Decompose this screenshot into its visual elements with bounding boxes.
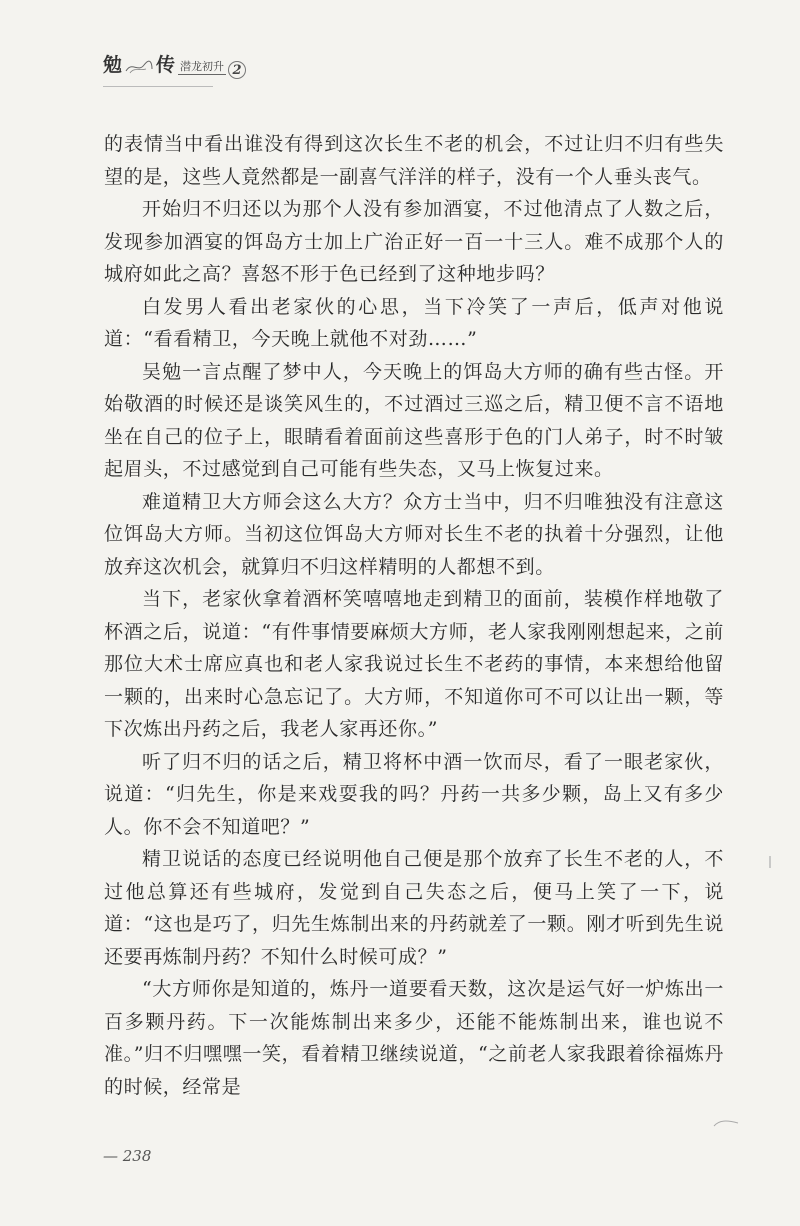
header-divider [103,86,213,87]
running-header [103,50,246,77]
paragraph: “大方师你是知道的，炼丹一道要看天数，这次是运气好一炉炼出一百多颗丹药。下一次能炼制出来多少，还能不能炼制出来，谁也说不准。”归不归嘿嘿一笑，看着精卫继续说道，“之前老人家我跟着徐福炼丹的时候，经常是 [104,978,724,1098]
paragraph: 听了归不归的话之后，精卫将杯中酒一饮而尽，看了一眼老家伙，说道：“归先生，你是来戏耍我的吗？丹药一共多少颗，岛上又有多少人。你不会不知道吧？” [104,750,724,838]
header-subtitle: 潜龙初升 [180,60,225,73]
paragraph: 白发男人看出老家伙的心思，当下冷笑了一声后，低声对他说道：“看看精卫，今天晚上就他不对劲……” [104,295,724,350]
paragraph: 吴勉一言点醒了梦中人，今天晚上的饵岛大方师的确有些古怪。开始敬酒的时候还是谈笑风生的，不过酒过三巡之后，精卫便不言不语地坐在自己的位子上，眼睛看着面前这些喜形于色的门人弟子，时不时皱起眉头，不过感觉到自己可能有些失态，又马上恢复过来。 [104,360,724,480]
header-title-char-1: 勉 [103,54,123,76]
paragraph: 的表情当中看出谁没有得到这次长生不老的机会，不过让归不归有些失望的是，这些人竟然都是一副喜气洋洋的样子，没有一个人垂头丧气。 [104,133,724,188]
header-title-char-2: 传 [156,54,176,76]
body-text [104,128,724,1103]
paragraph: 精卫说话的态度已经说明他自己便是那个放弃了长生不老的人，不过他总算还有些城府，发觉到自己失态之后，便马上笑了一下，说道：“这也是巧了，归先生炼制出来的丹药就差了一颗。刚才听到先生说还要再炼制丹药？不知什么时候可成？” [104,848,724,968]
paragraph: 当下，老家伙拿着酒杯笑嘻嘻地走到精卫的面前，装模作样地敬了杯酒之后，说道：“有件事情要麻烦大方师，老人家我刚刚想起来，之前那位大术士席应真也和老人家我说过长生不老药的事情，本来想给他留一颗的，出来时心急忘记了。大方师，不知道你可不可以让出一颗，等下次炼出丹药之后，我老人家再还你。” [104,588,724,740]
scan-smudge-icon [713,1118,739,1128]
volume-badge: 2 [228,61,246,79]
paragraph: 开始归不归还以为那个人没有参加酒宴，不过他清点了人数之后，发现参加酒宴的饵岛方士加上广治正好一百一十三人。难不成那个人的城府如此之高？喜怒不形于色已经到了这种地步吗？ [104,198,724,285]
scan-mark-icon [766,855,774,869]
page-number: — 238 [103,1147,152,1165]
decorative-swirl-icon [124,57,154,75]
paragraph: 难道精卫大方师会这么大方？众方士当中，归不归唯独没有注意这位饵岛大方师。当初这位饵岛大方师对长生不老的执着十分强烈，让他放弃这次机会，就算归不归这样精明的人都想不到。 [104,490,724,578]
